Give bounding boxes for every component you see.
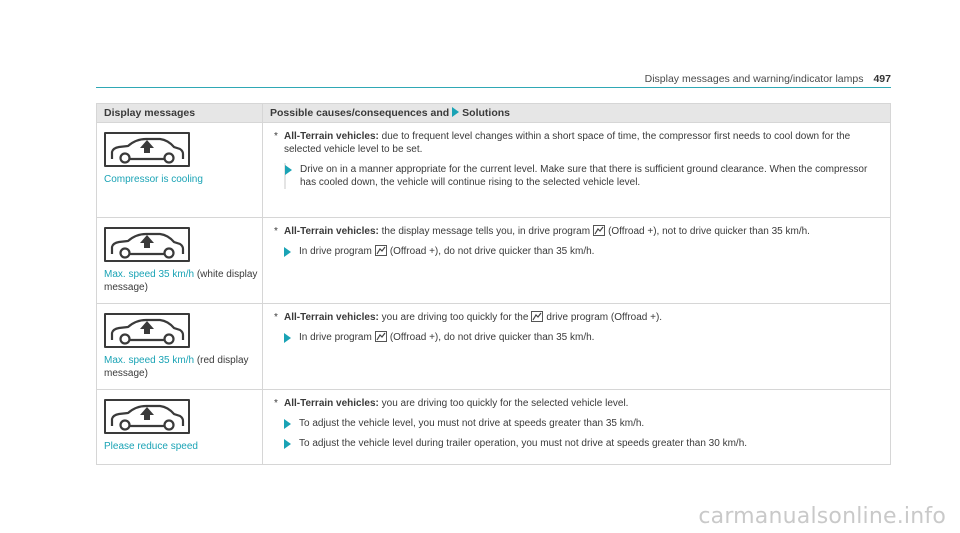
col-header-causes-solutions (263, 104, 891, 123)
cause-text (274, 311, 880, 324)
cause-description: the display message tells you, in drive program (381, 226, 591, 237)
table-header-row (97, 104, 891, 123)
solution-step-text: To adjust the vehicle level, you must not drive at speeds greater than 35 km/h. (299, 418, 645, 429)
cause-label: All-Terrain vehicles: (284, 312, 379, 323)
solution-step-text: To adjust the vehicle level during trailer operation, you must not drive at speeds greater than 30 km/h. (299, 438, 748, 449)
offroad-program-icon (531, 311, 543, 322)
message-cell (97, 218, 263, 304)
message-text: Max. speed 35 km/h (104, 269, 195, 280)
running-header (645, 73, 891, 85)
cause-text (274, 130, 880, 156)
page-number: 497 (873, 73, 891, 85)
footnote-star: * (274, 312, 278, 323)
solution-step-text-continued: (Offroad +), do not drive quicker than 35 km/h. (389, 246, 595, 257)
footnote-star: * (274, 398, 278, 409)
message-block (104, 268, 262, 294)
message-cell (97, 123, 263, 218)
message-note: (red display message) (104, 355, 249, 379)
message-text: Max. speed 35 km/h (104, 355, 195, 366)
vehicle-level-raise-icon (104, 399, 190, 434)
watermark: carmanualsonline.info (698, 504, 946, 529)
solution-step (271, 331, 880, 344)
cause-solution-cell (263, 123, 891, 218)
solution-step (284, 163, 880, 189)
solution-step (271, 245, 880, 258)
solution-step-text: In drive program (299, 332, 372, 343)
solution-step-text-continued: (Offroad +), do not drive quicker than 35 km/h. (389, 332, 595, 343)
cause-description-continued: drive program (Offroad +). (546, 312, 663, 323)
solution-step-text: Drive on in a manner appropriate for the current level. Make sure that there is sufficient ground clearance. When the compressor has cooled down, the vehicle will continue rising to the selected vehicle level. (300, 164, 868, 188)
cause-text (274, 225, 880, 238)
message-cell (97, 304, 263, 390)
cause-label: All-Terrain vehicles: (284, 131, 379, 142)
section-title: Display messages and warning/indicator lamps (644, 73, 864, 85)
col-header-solutions-label: Solutions (462, 106, 511, 119)
offroad-program-icon (375, 245, 387, 256)
cause-label: All-Terrain vehicles: (284, 226, 379, 237)
display-messages-table (96, 103, 891, 465)
solution-step-text: In drive program (299, 246, 372, 257)
step-arrow-icon (284, 419, 291, 429)
cause-description-continued: (Offroad +), not to drive quicker than 35 km/h. (608, 226, 810, 237)
step-arrow-icon (285, 165, 292, 175)
vehicle-level-raise-icon (104, 313, 190, 348)
cause-description: you are driving too quickly for the (381, 312, 529, 323)
cause-solution-cell (263, 218, 891, 304)
cause-description: you are driving too quickly for the selected vehicle level. (381, 398, 629, 409)
message-cell (97, 390, 263, 465)
step-arrow-icon (284, 333, 291, 343)
footnote-star: * (274, 226, 278, 237)
col-header-display-messages: Display messages (97, 104, 263, 123)
header-rule (96, 87, 891, 88)
table-row (97, 218, 891, 304)
vehicle-level-raise-icon (104, 227, 190, 262)
cause-description: due to frequent level changes within a short space of time, the compressor first needs to cool down for the selected vehicle level to be set. (284, 131, 851, 155)
message-text: Compressor is cooling (104, 174, 203, 185)
table-row (97, 123, 891, 218)
cause-label: All-Terrain vehicles: (284, 398, 379, 409)
offroad-program-icon (375, 331, 387, 342)
step-arrow-icon (284, 247, 291, 257)
message-text: Please reduce speed (104, 441, 198, 452)
offroad-program-icon (593, 225, 605, 236)
cause-solution-cell (263, 390, 891, 465)
solution-arrow-icon (452, 107, 459, 117)
col-header-causes-label: Possible causes/consequences and (270, 106, 450, 119)
message-note: (white display message) (104, 269, 258, 293)
cause-text (274, 397, 880, 410)
table-row (97, 390, 891, 465)
message-block (104, 354, 262, 380)
footnote-star: * (274, 131, 278, 142)
cause-solution-cell (263, 304, 891, 390)
step-arrow-icon (284, 439, 291, 449)
solution-step (271, 437, 880, 450)
vehicle-level-raise-icon (104, 132, 190, 167)
table-row (97, 304, 891, 390)
solution-step (271, 417, 880, 430)
